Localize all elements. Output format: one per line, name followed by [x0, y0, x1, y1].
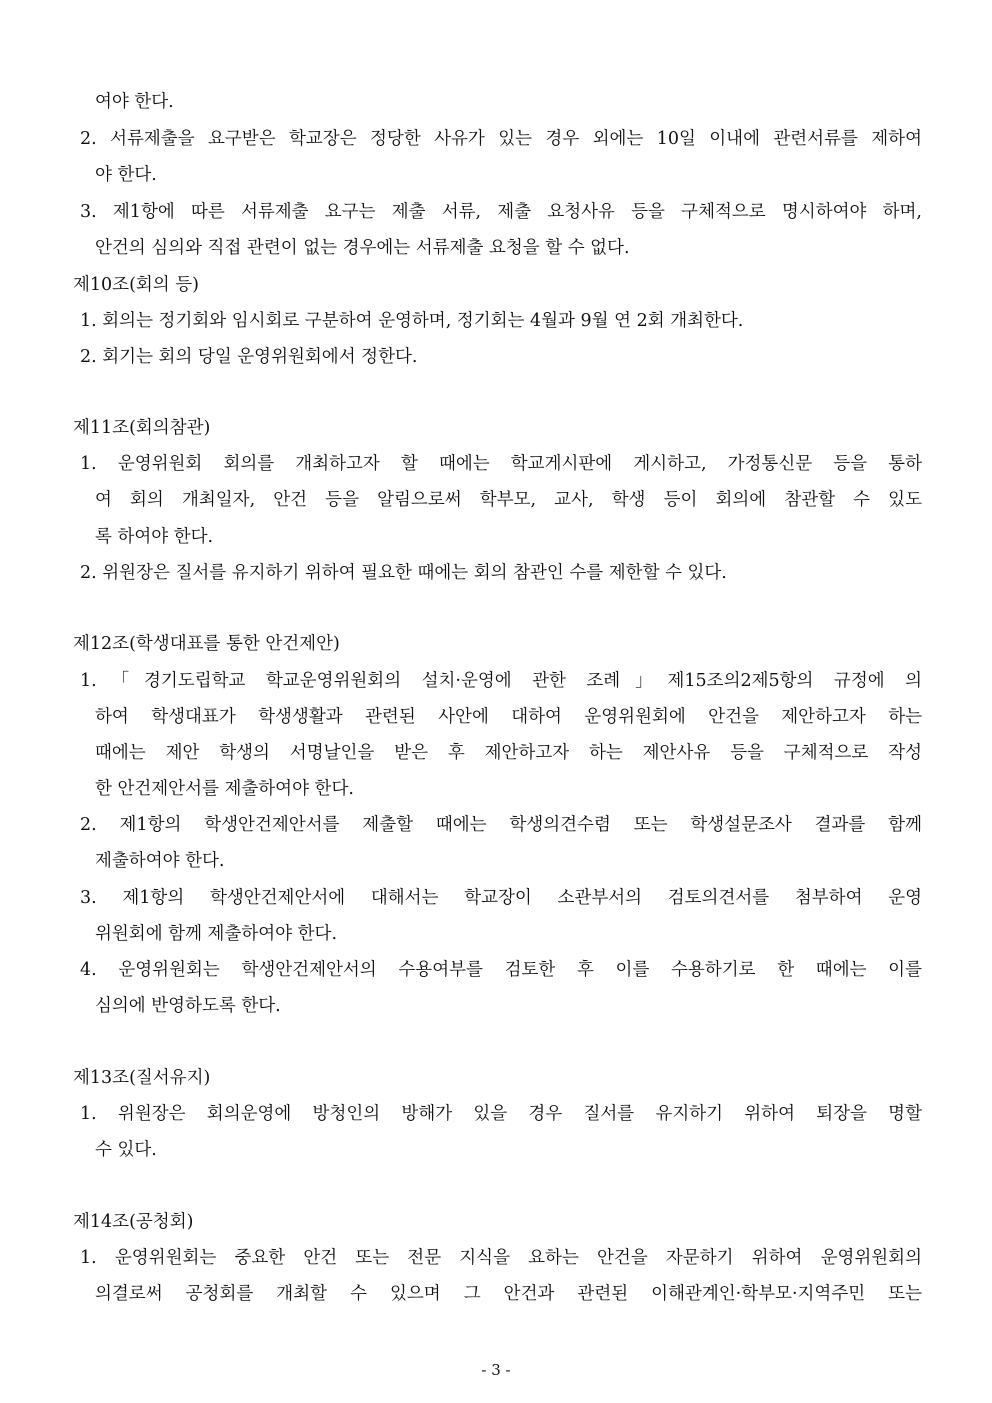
text-line: 위원회에 함께 제출하여야 한다. [95, 924, 338, 944]
article-heading: 제14조(공청회) [73, 1212, 194, 1232]
list-item: 3. 제1항의 학생안건제안서에 대해서는 학교장이 소관부서의 검토의견서를 첨부하여 운영 [80, 888, 922, 908]
article-heading: 제12조(학생대표를 통한 안건제안) [73, 634, 340, 654]
list-item: 1. 회의는 정기회와 임시회로 구분하여 운영하며, 정기회는 4월과 9월 연 2회 개최한다. [80, 311, 744, 331]
text-line: 안건의 심의와 직접 관련이 없는 경우에는 서류제출 요청을 할 수 없다. [95, 238, 630, 258]
text-line: 의결로써 공청회를 개최할 수 있으며 그 안건과 관련된 이해관계인·학부모·지역주민 또는 [95, 1284, 922, 1304]
text-line: 때에는 제안 학생의 서명날인을 받은 후 제안하고자 하는 제안사유 등을 구체적으로 작성 [95, 743, 922, 763]
text-line: 수 있다. [95, 1140, 157, 1160]
text-line: 심의에 반영하도록 한다. [95, 996, 281, 1016]
list-item: 3. 제1항에 따른 서류제출 요구는 제출 서류, 제출 요청사유 등을 구체적으로 명시하여야 하며, [80, 202, 922, 222]
list-item: 1. 운영위원회는 중요한 안건 또는 전문 지식을 요하는 안건을 자문하기 위하여 운영위원회의 [80, 1248, 922, 1268]
page-number: - 3 - [481, 1361, 511, 1379]
text-line: 여야 한다. [95, 92, 174, 112]
list-item: 1. 위원장은 회의운영에 방청인의 방해가 있을 경우 질서를 유지하기 위하여 퇴장을 명할 [80, 1104, 922, 1124]
list-item: 1. 운영위원회 회의를 개최하고자 할 때에는 학교게시판에 게시하고, 가정통신문 등을 통하 [80, 454, 922, 474]
text-line: 한 안건제안서를 제출하여야 한다. [95, 779, 354, 799]
text-line: 여 회의 개최일자, 안건 등을 알림으로써 학부모, 교사, 학생 등이 회의에 참관할 수 있도 [95, 490, 922, 510]
text-line: 하여 학생대표가 학생생활과 관련된 사안에 대하여 운영위원회에 안건을 제안하고자 하는 [95, 707, 922, 727]
list-item: 1.「경기도립학교 학교운영위원회의 설치·운영에 관한 조례」제15조의2제5항의 규정에 의 [80, 671, 922, 691]
article-heading: 제13조(질서유지) [73, 1068, 211, 1088]
text-line: 제출하여야 한다. [95, 851, 225, 871]
text-line: 야 한다. [95, 165, 157, 185]
text-line: 록 하여야 한다. [95, 527, 214, 547]
list-item: 2. 회기는 회의 당일 운영위원회에서 정한다. [80, 347, 418, 367]
list-item: 2. 제1항의 학생안건제안서를 제출할 때에는 학생의견수렴 또는 학생설문조사 결과를 함께 [80, 815, 922, 835]
list-item: 2. 서류제출을 요구받은 학교장은 정당한 사유가 있는 경우 외에는 10일 이내에 관련서류를 제하여 [80, 129, 922, 149]
article-heading: 제10조(회의 등) [73, 275, 200, 295]
article-heading: 제11조(회의참관) [73, 418, 211, 438]
list-item: 2. 위원장은 질서를 유지하기 위하여 필요한 때에는 회의 참관인 수를 제한할 수 있다. [80, 563, 727, 583]
list-item: 4. 운영위원회는 학생안건제안서의 수용여부를 검토한 후 이를 수용하기로 한 때에는 이를 [80, 960, 922, 980]
